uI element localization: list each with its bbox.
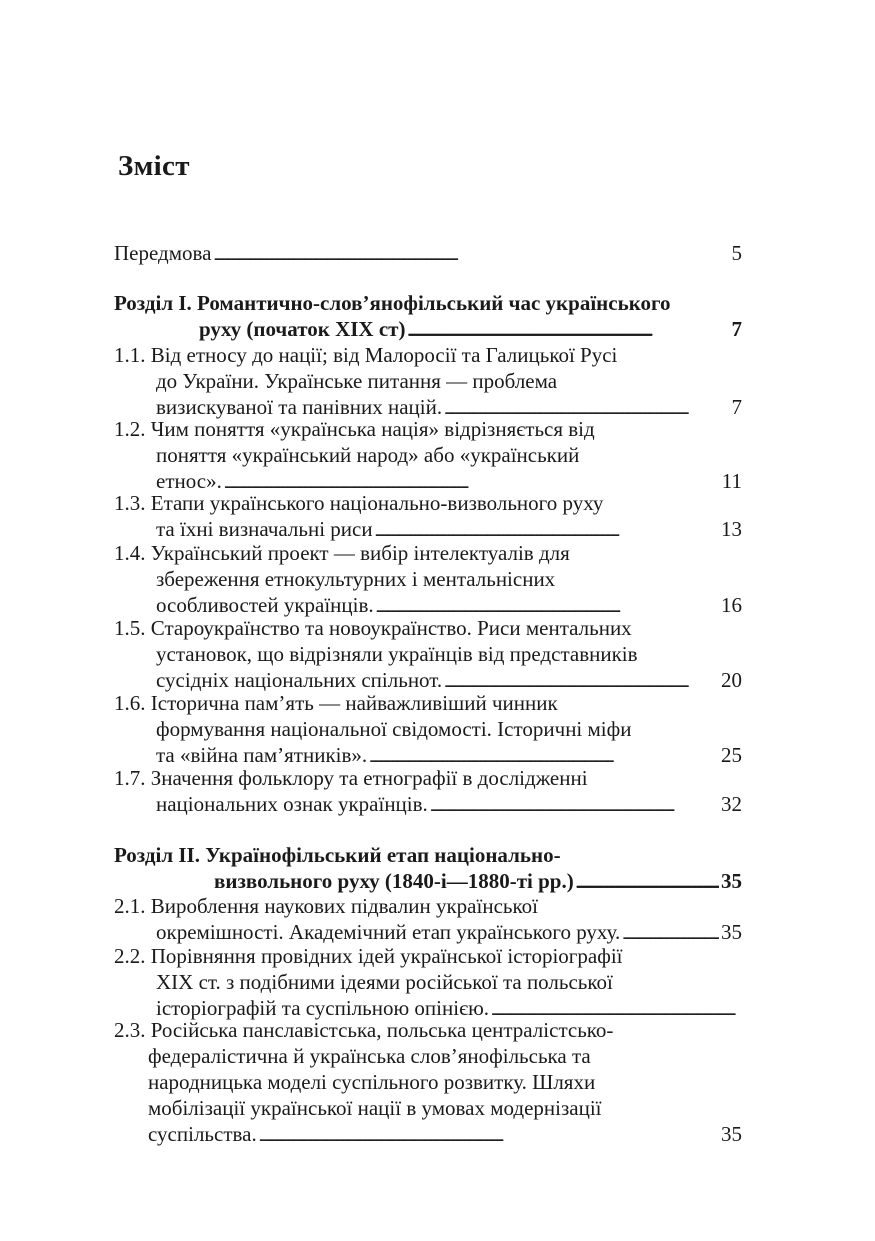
page-number: 35 — [721, 920, 742, 944]
entry-line: 1.7. Значення фольклору та етнографії в дослідженні — [114, 766, 588, 790]
page-number: 16 — [721, 593, 742, 617]
page-number: 7 — [731, 317, 742, 341]
entry-line: та «війна пам’ятників». — [156, 743, 368, 767]
entry-line: 1.2. Чим поняття «українська нація» відрізняється від — [114, 417, 595, 441]
toc-entry-1-4[interactable] — [114, 540, 742, 618]
toc-entry-2-2[interactable] — [114, 943, 742, 1021]
entry-line: 1.3. Етапи українського національно-визвольного руху — [114, 491, 604, 515]
entry-title: Передмова — [114, 241, 212, 265]
toc-entry-2-1[interactable] — [114, 893, 742, 945]
entry-line: визискуваної та панівних націй. — [156, 395, 443, 419]
section-heading: Розділ II. Українофільський етап національно- — [114, 843, 561, 867]
toc-entry-1-6[interactable] — [114, 690, 742, 768]
entry-line: 2.2. Порівняння провідних ідей української історіографії — [114, 944, 623, 968]
leader-dots — [213, 240, 729, 269]
entry-line: історіографій та суспільною опінією. — [156, 996, 490, 1020]
entry-line: 1.5. Староукраїнство та новоукраїнство. Риси ментальних — [114, 616, 632, 640]
entry-line: суспільства. — [148, 1122, 257, 1146]
entry-line: збереження етнокультурних і ментальнісних — [156, 567, 556, 591]
page-number: 11 — [721, 469, 742, 493]
page-number: 25 — [721, 743, 742, 767]
toc-entry-preface[interactable] — [114, 240, 742, 266]
toc-entry-1-7[interactable] — [114, 765, 742, 817]
section-heading-cont: визвольного руху (1840-і—1880-ті рр.) — [214, 869, 574, 893]
page-title: Зміст — [118, 150, 190, 182]
entry-line: XIX ст. з подібними ідеями російської та польської — [156, 970, 613, 994]
page-number: 5 — [731, 241, 742, 265]
entry-line: 2.3. Російська панславістська, польська централістсько- — [114, 1018, 614, 1042]
toc-section-2[interactable] — [114, 842, 742, 894]
toc-entry-1-1[interactable] — [114, 342, 742, 420]
leader-dots — [430, 791, 719, 820]
page-number: 20 — [721, 668, 742, 692]
entry-line: народницька моделі суспільного розвитку. Шляхи — [148, 1070, 596, 1094]
toc-entry-1-3[interactable] — [114, 490, 742, 542]
toc-entry-2-3[interactable] — [114, 1017, 742, 1147]
entry-line: особливостей українців. — [156, 593, 374, 617]
entry-line: мобілізації української нації в умовах модернізації — [148, 1096, 602, 1120]
page-number: 7 — [731, 395, 742, 419]
toc-entry-1-5[interactable] — [114, 615, 742, 693]
entry-line: етнос». — [156, 469, 222, 493]
page-number: 32 — [721, 792, 742, 816]
entry-line: формування національної свідомості. Історичні міфи — [156, 717, 632, 741]
section-heading: Розділ I. Романтично-слов’янофільський час українського — [114, 291, 671, 315]
entry-line: поняття «український народ» або «український — [156, 443, 580, 467]
entry-line: установок, що відрізняли українців від представників — [156, 642, 638, 666]
entry-line: та їхні визначальні риси — [156, 517, 373, 541]
leader-dots — [407, 316, 729, 345]
page-number: 13 — [721, 517, 742, 541]
entry-line: окремішності. Академічний етап українського руху. — [156, 920, 621, 944]
entry-line: 2.1. Вироблення наукових підвалин української — [114, 894, 538, 918]
toc-section-1[interactable] — [114, 290, 742, 342]
page-number: 35 — [721, 1122, 742, 1146]
toc-entry-1-2[interactable] — [114, 416, 742, 494]
entry-line: національних ознак українців. — [156, 792, 428, 816]
entry-line: до України. Українське питання — проблема — [156, 369, 558, 393]
page-number: 35 — [721, 869, 742, 893]
entry-line: сусідніх національних спільнот. — [156, 668, 443, 692]
entry-line: федералістична й українська слов’янофільська та — [148, 1044, 591, 1068]
entry-line: 1.6. Історична пам’ять — найважливіший чинник — [114, 691, 558, 715]
section-heading-cont: руху (початок XIX ст) — [199, 317, 406, 341]
entry-line: 1.1. Від етносу до нації; від Малоросії та Галицької Русі — [114, 343, 618, 367]
entry-line: 1.4. Український проект — вибір інтелектуалів для — [114, 541, 570, 565]
leader-dots — [259, 1121, 719, 1150]
